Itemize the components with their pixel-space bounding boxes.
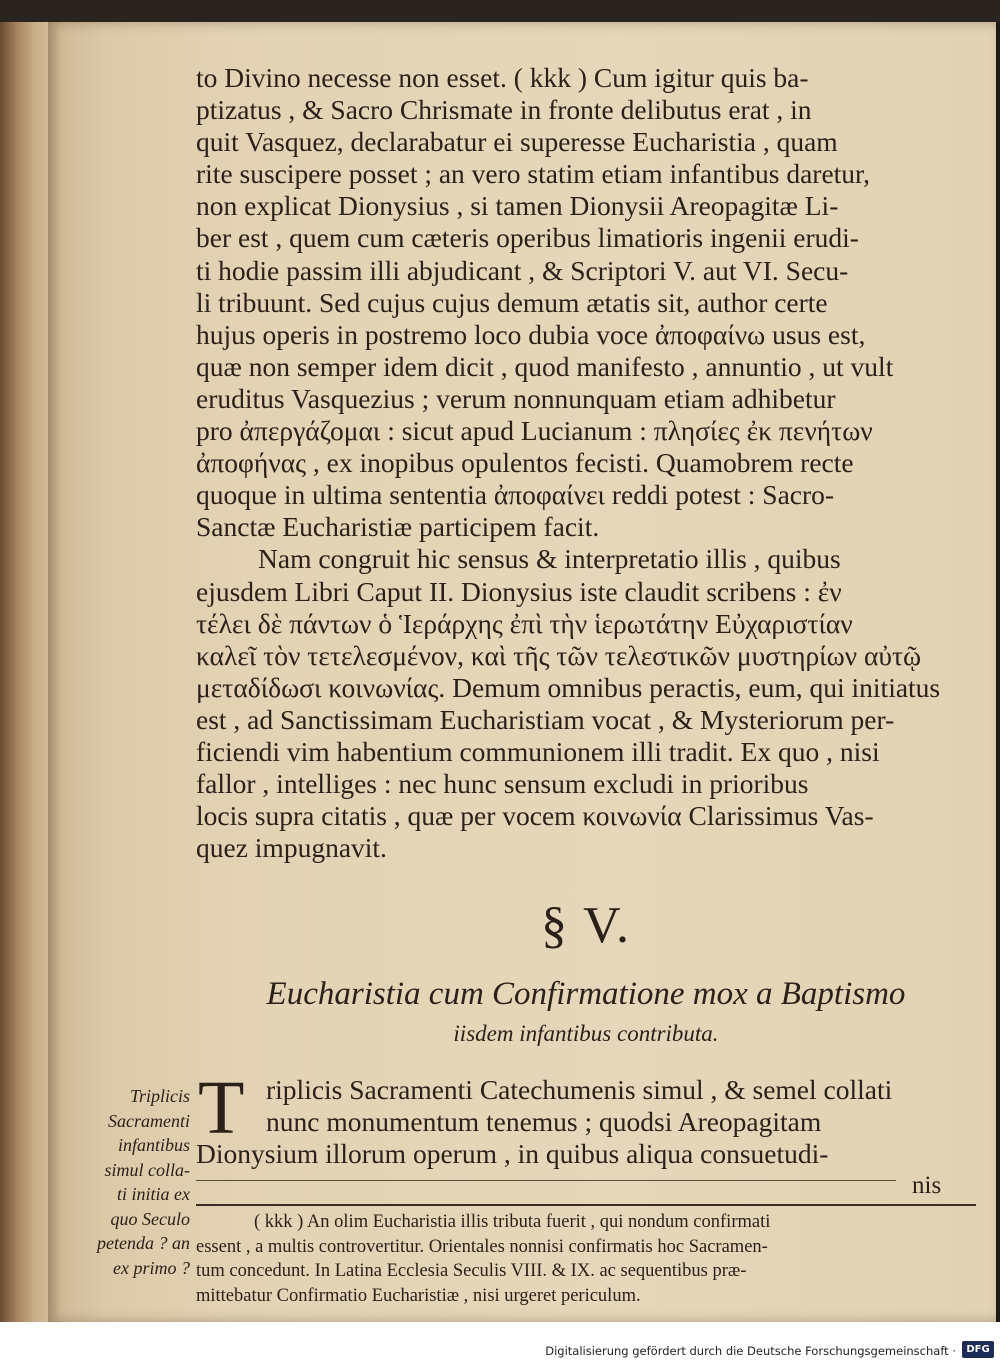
text-line: ptizatus , & Sacro Chrismate in fronte delibutus erat , in <box>196 94 812 126</box>
section-title: Eucharistia cum Confirmatione mox a Baptismo <box>266 976 906 1012</box>
footnote-line: essent , a multis controvertitur. Orientales nonnisi confirmatis hoc Sacramen- <box>196 1236 768 1257</box>
text-line: eruditus Vasquezius ; verum nonnunquam etiam adhibetur <box>196 382 836 414</box>
text-line: fallor , intelliges : nec hunc sensum excludi in prioribus <box>196 768 809 800</box>
marginal-line: simul colla- <box>104 1159 190 1180</box>
text-line: pro ἀπεργάζομαι : sicut apud Lucianum : πλησίες ἐκ πενήτων <box>196 415 873 447</box>
text-line: quit Vasquez, declarabatur ei superesse Eucharistia , quam <box>196 126 838 158</box>
text-line: τέλει δὲ πάντων ὁ Ἱεράρχης ἐπὶ τὴν ἱερωτάτην Εὐχαριστίαν <box>196 607 853 639</box>
text-line: μεταδίδωσι κοινωνίας. Demum omnibus peractis, eum, qui initiatus <box>196 671 941 703</box>
text-line: quoque in ultima sententia ἀποφαίνει reddi potest : Sacro- <box>196 479 835 511</box>
drop-cap: T <box>198 1066 245 1150</box>
marginal-line: Triplicis <box>129 1086 190 1106</box>
footnote-line: mittebatur Confirmatio Eucharistiæ , nisi urgeret periculum. <box>196 1285 641 1306</box>
section-subtitle: iisdem infantibus contributa. <box>453 1021 719 1046</box>
catchword: nis <box>912 1172 942 1199</box>
text-line: Nam congruit hic sensus & interpretatio illis , quibus <box>258 543 841 575</box>
text-line: est , ad Sanctissimam Eucharistiam vocat , & Mysteriorum per- <box>196 703 895 735</box>
text-line: Sanctæ Eucharistiæ participem facit. <box>196 511 600 543</box>
dfg-logo-icon: DFG <box>962 1341 994 1358</box>
text-line: rite suscipere posset ; an vero statim etiam infantibus daretur, <box>196 158 870 190</box>
marginal-line: infantibus <box>117 1135 190 1155</box>
text-line: nunc monumentum tenemus ; quodsi Areopagitam <box>266 1106 822 1137</box>
text-line: Dionysium illorum operum , in quibus aliqua consuetudi- <box>196 1138 829 1169</box>
marginal-line: ex primo ? <box>113 1257 190 1278</box>
text-line: ber est , quem cum cæteris operibus limatioris ingenii erudi- <box>196 222 859 254</box>
marginal-line: ti initia ex <box>117 1184 190 1204</box>
text-line: ἀποφήνας , ex inopibus opulentos fecisti. Quamobrem recte <box>196 447 854 479</box>
footnote <box>196 1210 976 1308</box>
footnote-line: ( kkk ) An olim Eucharistia illis tributa fuerit , qui nondum confirmati <box>254 1212 771 1232</box>
text-line: hujus operis in postremo loco dubia voce ἀποφαίνω usus est, <box>196 318 866 350</box>
paragraph-opening <box>266 1074 976 1138</box>
text-line: non explicat Dionysius , si tamen Dionysii Areopagitæ Li- <box>196 190 839 222</box>
footnote-line: tum concedunt. In Latina Ecclesia Seculis VIII. & IX. ac sequentibus præ- <box>196 1261 747 1282</box>
main-text <box>196 62 976 864</box>
funding-credit: Digitalisierung gefördert durch die Deutsche Forschungsgemeinschaft · <box>545 1344 956 1358</box>
text-line: to Divino necesse non esset. ( kkk ) Cum igitur quis ba- <box>196 62 809 93</box>
book-spine <box>0 22 48 1322</box>
text-line: ti hodie passim illi abjudicant , & Scriptori V. aut VI. Secu- <box>196 254 849 286</box>
marginal-line: petenda ? an <box>97 1233 190 1253</box>
section-number: § V. <box>541 897 631 954</box>
text-line: riplicis Sacramenti Catechumenis simul , & semel collati <box>266 1074 893 1105</box>
text-line: καλεῖ τὸν τετελεσμένον, καὶ τῆς τῶν τελεστικῶν μυστηρίων αὐτῷ <box>196 639 922 671</box>
text-line: quez impugnavit. <box>196 832 387 864</box>
marginal-line: quo Seculo <box>110 1208 190 1229</box>
text-line: li tribuunt. Sed cujus cujus demum ætatis sit, author certe <box>196 286 828 318</box>
viewer-top-bar <box>0 0 1000 22</box>
footnote-divider <box>196 1204 976 1206</box>
rule-divider <box>196 1180 896 1181</box>
text-line: locis supra citatis , quæ per vocem κοινωνία Clarissimus Vas- <box>196 800 874 832</box>
book-page <box>48 22 996 1322</box>
marginal-note <box>68 1084 190 1280</box>
text-line: ficiendi vim habentium communionem illi tradit. Ex quo , nisi <box>196 735 880 767</box>
text-line: quæ non semper idem dicit , quod manifesto , annuntio , ut vult <box>196 350 894 382</box>
text-line: ejusdem Libri Caput II. Dionysius iste claudit scribens : ἐν <box>196 575 842 607</box>
marginal-line: Sacramenti <box>108 1110 190 1131</box>
